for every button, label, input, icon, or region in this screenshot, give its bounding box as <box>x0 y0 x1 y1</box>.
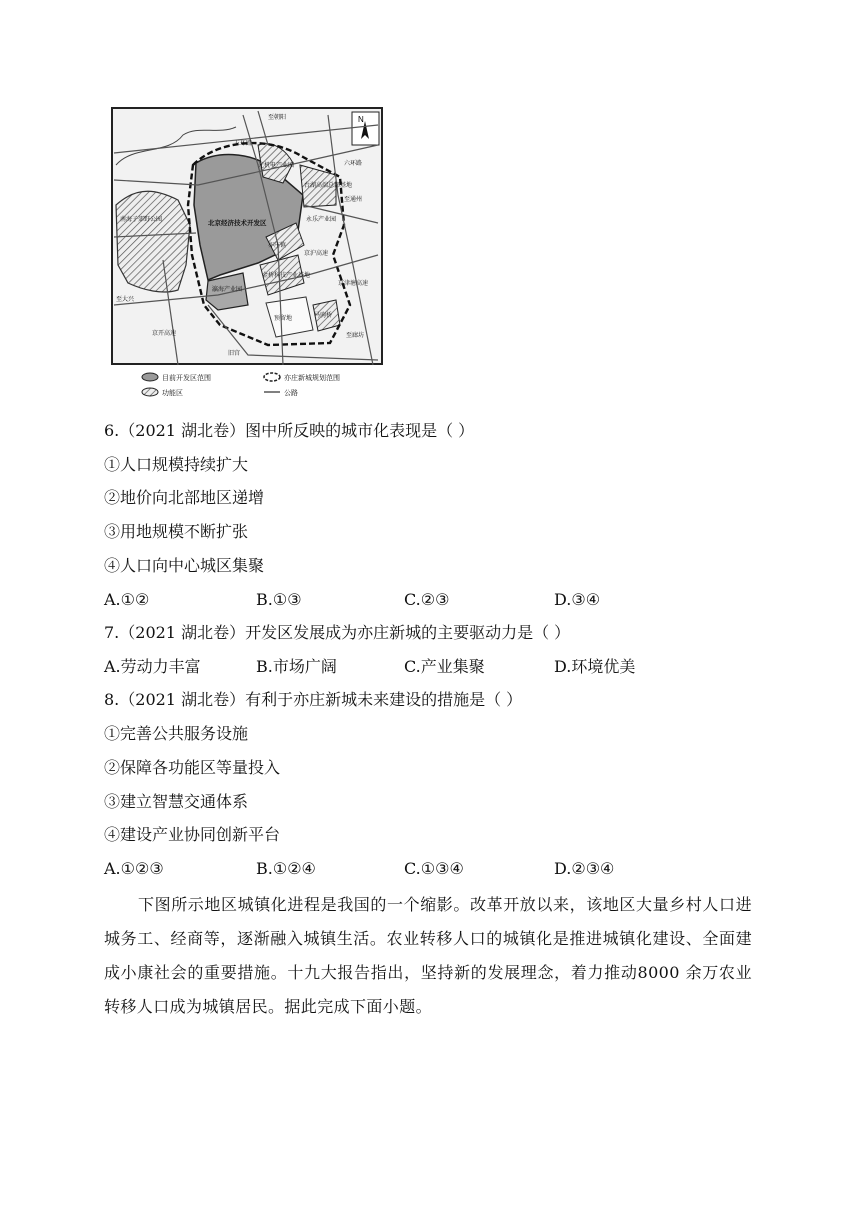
question-7-option-d[interactable]: D.环境优美 <box>554 657 636 676</box>
label-jinghu: 京沪高速 <box>304 250 329 257</box>
question-8-stem: 8.（2021 湖北卷）有利于亦庄新城未来建设的措施是（ ） <box>104 690 523 709</box>
label-majuqiao: 马驹桥 <box>314 312 333 319</box>
label-yizhuang-town: 亦庄镇 <box>268 242 287 249</box>
question-6-option-a[interactable]: A.①② <box>104 590 150 609</box>
question-6-option-c[interactable]: C.②③ <box>404 590 450 609</box>
question-6-item-3: ③用地规模不断扩张 <box>104 522 249 541</box>
north-label: N <box>358 115 364 124</box>
question-8-option-a[interactable]: A.①②③ <box>104 859 164 878</box>
label-guangqu: 光机电产业园 <box>258 162 295 169</box>
question-7-option-b[interactable]: B.市场广阔 <box>256 657 337 676</box>
legend-road: 公路 <box>284 389 298 397</box>
legend-yizhuang-plan: 亦庄新城规划范围 <box>284 374 340 382</box>
label-jiugong: 旧宫 <box>228 350 241 357</box>
passage-paragraph: 下图所示地区城镇化进程是我国的一个缩影。改革开放以来，该地区大量乡村人口进城务工、经商等，逐渐融入城镇生活。农业转移人口的城镇化是推进城镇化建设、全面建成小康社会的重要措施。十九大报告指出，坚持新的发展理念，着力推动8000 余万农业转移人口成为城镇居民。据此完成下面小题。 <box>104 895 752 1016</box>
label-jinqiao: 金桥科技产业基地 <box>262 272 311 279</box>
question-7-stem: 7.（2021 湖北卷）开发区发展成为亦庄新城的主要驱动力是（ ） <box>104 623 571 642</box>
question-8-option-d[interactable]: D.②③④ <box>554 859 615 878</box>
label-reserve: 预留地 <box>274 315 293 322</box>
label-yongle: 永乐产业园 <box>306 216 337 223</box>
label-langfa: 至廊坊 <box>346 332 365 339</box>
question-6-options <box>104 589 764 611</box>
legend-functional: 功能区 <box>162 389 183 397</box>
question-7-option-a[interactable]: A.劳动力丰富 <box>104 657 201 676</box>
label-nanhaizi: 南海子郊野公园 <box>120 216 163 223</box>
label-beijing-dev-zone: 北京经济技术开发区 <box>208 219 267 227</box>
legend-swatch-current-dev <box>142 373 158 381</box>
yizhuang-map-figure <box>108 105 398 397</box>
label-chaoyang: 至朝阳 <box>268 114 287 121</box>
question-6-stem: 6.（2021 湖北卷）图中所反映的城市化表现是（ ） <box>104 421 475 440</box>
question-6-option-d[interactable]: D.③④ <box>554 590 601 609</box>
legend-swatch-planning <box>264 373 280 381</box>
label-xihongmen: 瀛海产业园 <box>212 286 243 293</box>
question-6-item-2: ②地价向北部地区递增 <box>104 488 265 507</box>
yizhuang-map <box>108 105 398 397</box>
question-6-item-4: ④人口向中心城区集聚 <box>104 556 265 575</box>
label-sixth-ring: 六环路 <box>344 160 363 167</box>
label-jingjin: 京津塘高速 <box>338 280 369 287</box>
question-6-item-1: ①人口规模持续扩大 <box>104 455 249 474</box>
label-daxing: 至大兴 <box>116 296 135 303</box>
label-taihu: 台湖高端总部基地 <box>304 182 353 189</box>
question-8-options <box>104 858 764 880</box>
question-8-item-3: ③建立智慧交通体系 <box>104 792 249 811</box>
question-8-item-4: ④建设产业协同创新平台 <box>104 825 281 844</box>
label-jingkai: 京开高速 <box>152 330 177 337</box>
legend-swatch-functional <box>142 388 158 396</box>
question-8-item-1: ①完善公共服务设施 <box>104 724 249 743</box>
question-8-item-2: ②保障各功能区等量投入 <box>104 758 281 777</box>
label-tongzhou: 至通州 <box>344 196 363 203</box>
question-7-option-c[interactable]: C.产业集聚 <box>404 657 485 676</box>
legend-current-dev: 目前开发区范围 <box>162 374 211 382</box>
question-8-option-c[interactable]: C.①③④ <box>404 859 464 878</box>
question-6-option-b[interactable]: B.①③ <box>256 590 302 609</box>
question-8-option-b[interactable]: B.①②④ <box>256 859 316 878</box>
label-fifth-ring: 五环路 <box>234 140 253 147</box>
question-7-options <box>104 656 764 678</box>
functional-area-west <box>116 191 190 292</box>
map-legend <box>142 373 340 397</box>
